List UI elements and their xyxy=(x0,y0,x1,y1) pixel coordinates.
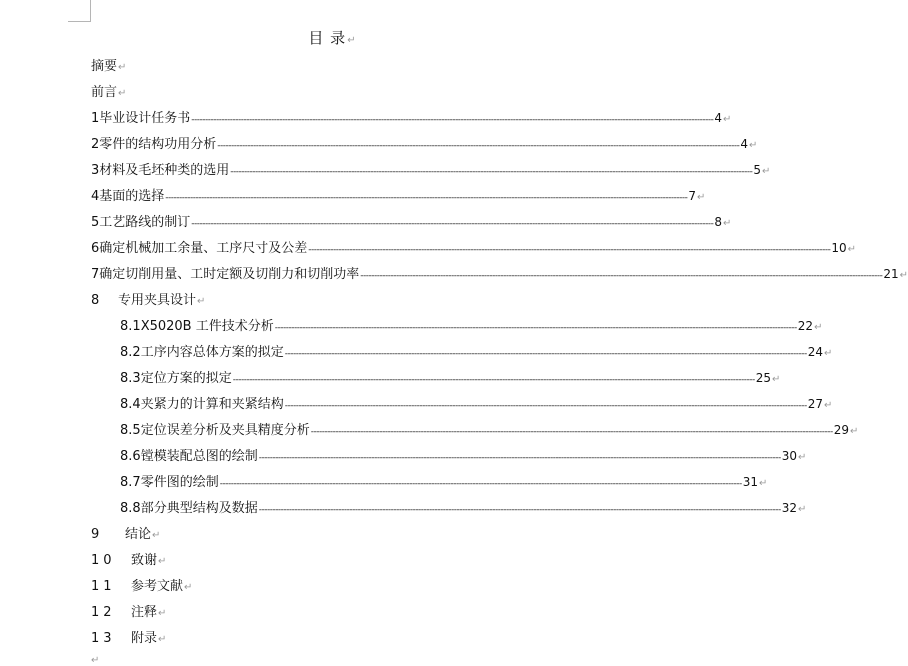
toc-entry[interactable]: 8 专用夹具设计 ↵ xyxy=(91,293,206,308)
dot-leader: ---------------------------------------------------------------------------------------------------------------------------------------------------------------------------------------------- xyxy=(217,141,740,151)
toc-title: 目 录↵ xyxy=(308,29,357,47)
toc-item-conclusion[interactable]: 9 结论 ↵ xyxy=(91,527,161,542)
toc-subentry[interactable]: 8.6 镗模装配总图的绘制 ---------------------------------------------------------------------------------------------------------------------------------------------------------------------------------------------- 30 ↵ xyxy=(120,449,807,464)
dot-leader: ---------------------------------------------------------------------------------------------------------------------------------------------------------------------------------------------- xyxy=(274,323,797,333)
dot-leader: ---------------------------------------------------------------------------------------------------------------------------------------------------------------------------------------------- xyxy=(308,245,831,255)
page-number: 29 xyxy=(833,423,850,437)
page-corner-marker xyxy=(68,0,91,22)
toc-entry[interactable]: 1 毕业设计任务书 ---------------------------------------------------------------------------------------------------------------------------------------------------------------------------------------------- 4 ↵ xyxy=(91,111,732,126)
dot-leader: ---------------------------------------------------------------------------------------------------------------------------------------------------------------------------------------------- xyxy=(360,271,883,281)
page-number: 8 xyxy=(714,215,722,229)
toc-subentry[interactable]: 8.4 夹紧力的计算和夹紧结构 ---------------------------------------------------------------------------------------------------------------------------------------------------------------------------------------------- 27 ↵ xyxy=(120,397,833,412)
page-number: 10 xyxy=(831,241,847,255)
page-number: 7 xyxy=(688,189,696,203)
dot-leader: ---------------------------------------------------------------------------------------------------------------------------------------------------------------------------------------------- xyxy=(191,219,714,229)
toc-subentry[interactable]: 8.3 定位方案的拟定 ---------------------------------------------------------------------------------------------------------------------------------------------------------------------------------------------- 25 ↵ xyxy=(120,371,781,386)
dot-leader: ---------------------------------------------------------------------------------------------------------------------------------------------------------------------------------------------- xyxy=(258,453,781,463)
dot-leader: ---------------------------------------------------------------------------------------------------------------------------------------------------------------------------------------------- xyxy=(230,167,753,177)
toc-entry[interactable]: 2 零件的结构功用分析 ---------------------------------------------------------------------------------------------------------------------------------------------------------------------------------------------- 4 ↵ xyxy=(91,137,758,152)
toc-subentry[interactable]: 8.5 定位误差分析及夹具精度分析 ---------------------------------------------------------------------------------------------------------------------------------------------------------------------------------------------- 29 ↵ xyxy=(120,423,859,438)
toc-item-appendix[interactable]: 13 附录 ↵ xyxy=(91,631,167,646)
toc-item-preface[interactable]: 前言↵ xyxy=(91,85,127,100)
toc-item-references[interactable]: 11 参考文献 ↵ xyxy=(91,579,193,594)
page-number: 21 xyxy=(883,267,899,281)
dot-leader: ---------------------------------------------------------------------------------------------------------------------------------------------------------------------------------------------- xyxy=(310,427,833,437)
dot-leader: ---------------------------------------------------------------------------------------------------------------------------------------------------------------------------------------------- xyxy=(258,505,781,515)
page-number: 4 xyxy=(714,111,722,125)
toc-entry[interactable]: 5 工艺路线的制订 ---------------------------------------------------------------------------------------------------------------------------------------------------------------------------------------------- 8 ↵ xyxy=(91,215,732,230)
page-number: 24 xyxy=(807,345,824,359)
dot-leader: ---------------------------------------------------------------------------------------------------------------------------------------------------------------------------------------------- xyxy=(284,401,807,411)
page-number: 31 xyxy=(742,475,759,489)
toc-subentry[interactable]: 8.2 工序内容总体方案的拟定 ---------------------------------------------------------------------------------------------------------------------------------------------------------------------------------------------- 24 ↵ xyxy=(120,345,833,360)
toc-item-notes[interactable]: 12 注释 ↵ xyxy=(91,605,167,620)
page-number: 4 xyxy=(740,137,748,151)
dot-leader: ---------------------------------------------------------------------------------------------------------------------------------------------------------------------------------------------- xyxy=(219,479,742,489)
page-number: 5 xyxy=(753,163,761,177)
page-number: 30 xyxy=(781,449,798,463)
page-number: 25 xyxy=(755,371,772,385)
toc-subentry[interactable]: 8.8 部分典型结构及数据 ---------------------------------------------------------------------------------------------------------------------------------------------------------------------------------------------- 32 ↵ xyxy=(120,501,807,516)
toc-item-acknowledgements[interactable]: 10 致谢 ↵ xyxy=(91,553,167,568)
dot-leader: ---------------------------------------------------------------------------------------------------------------------------------------------------------------------------------------------- xyxy=(165,193,688,203)
toc-item-abstract[interactable]: 摘要↵ xyxy=(91,59,127,74)
paragraph-mark: ↵ xyxy=(91,655,100,666)
dot-leader: ---------------------------------------------------------------------------------------------------------------------------------------------------------------------------------------------- xyxy=(191,115,714,125)
page-number: 32 xyxy=(781,501,798,515)
dot-leader: ---------------------------------------------------------------------------------------------------------------------------------------------------------------------------------------------- xyxy=(284,349,807,359)
dot-leader: ---------------------------------------------------------------------------------------------------------------------------------------------------------------------------------------------- xyxy=(232,375,755,385)
toc-entry[interactable]: 4 基面的选择 ---------------------------------------------------------------------------------------------------------------------------------------------------------------------------------------------- 7 ↵ xyxy=(91,189,706,204)
page-number: 27 xyxy=(807,397,824,411)
page-number: 22 xyxy=(797,319,814,333)
toc-entry[interactable]: 3 材料及毛坯种类的选用 ---------------------------------------------------------------------------------------------------------------------------------------------------------------------------------------------- 5 ↵ xyxy=(91,163,771,178)
toc-entry[interactable]: 7 确定切削用量、工时定额及切削力和切削功率 ---------------------------------------------------------------------------------------------------------------------------------------------------------------------------------------------- 21 ↵ xyxy=(91,267,908,282)
toc-subentry[interactable]: 8.1 X5020B 工件技术分析 ---------------------------------------------------------------------------------------------------------------------------------------------------------------------------------------------- 22 ↵ xyxy=(120,319,823,334)
toc-subentry[interactable]: 8.7 零件图的绘制 ---------------------------------------------------------------------------------------------------------------------------------------------------------------------------------------------- 31 ↵ xyxy=(120,475,768,490)
toc-entry[interactable]: 6 确定机械加工余量、工序尺寸及公差 ---------------------------------------------------------------------------------------------------------------------------------------------------------------------------------------------- 10 ↵ xyxy=(91,241,857,256)
